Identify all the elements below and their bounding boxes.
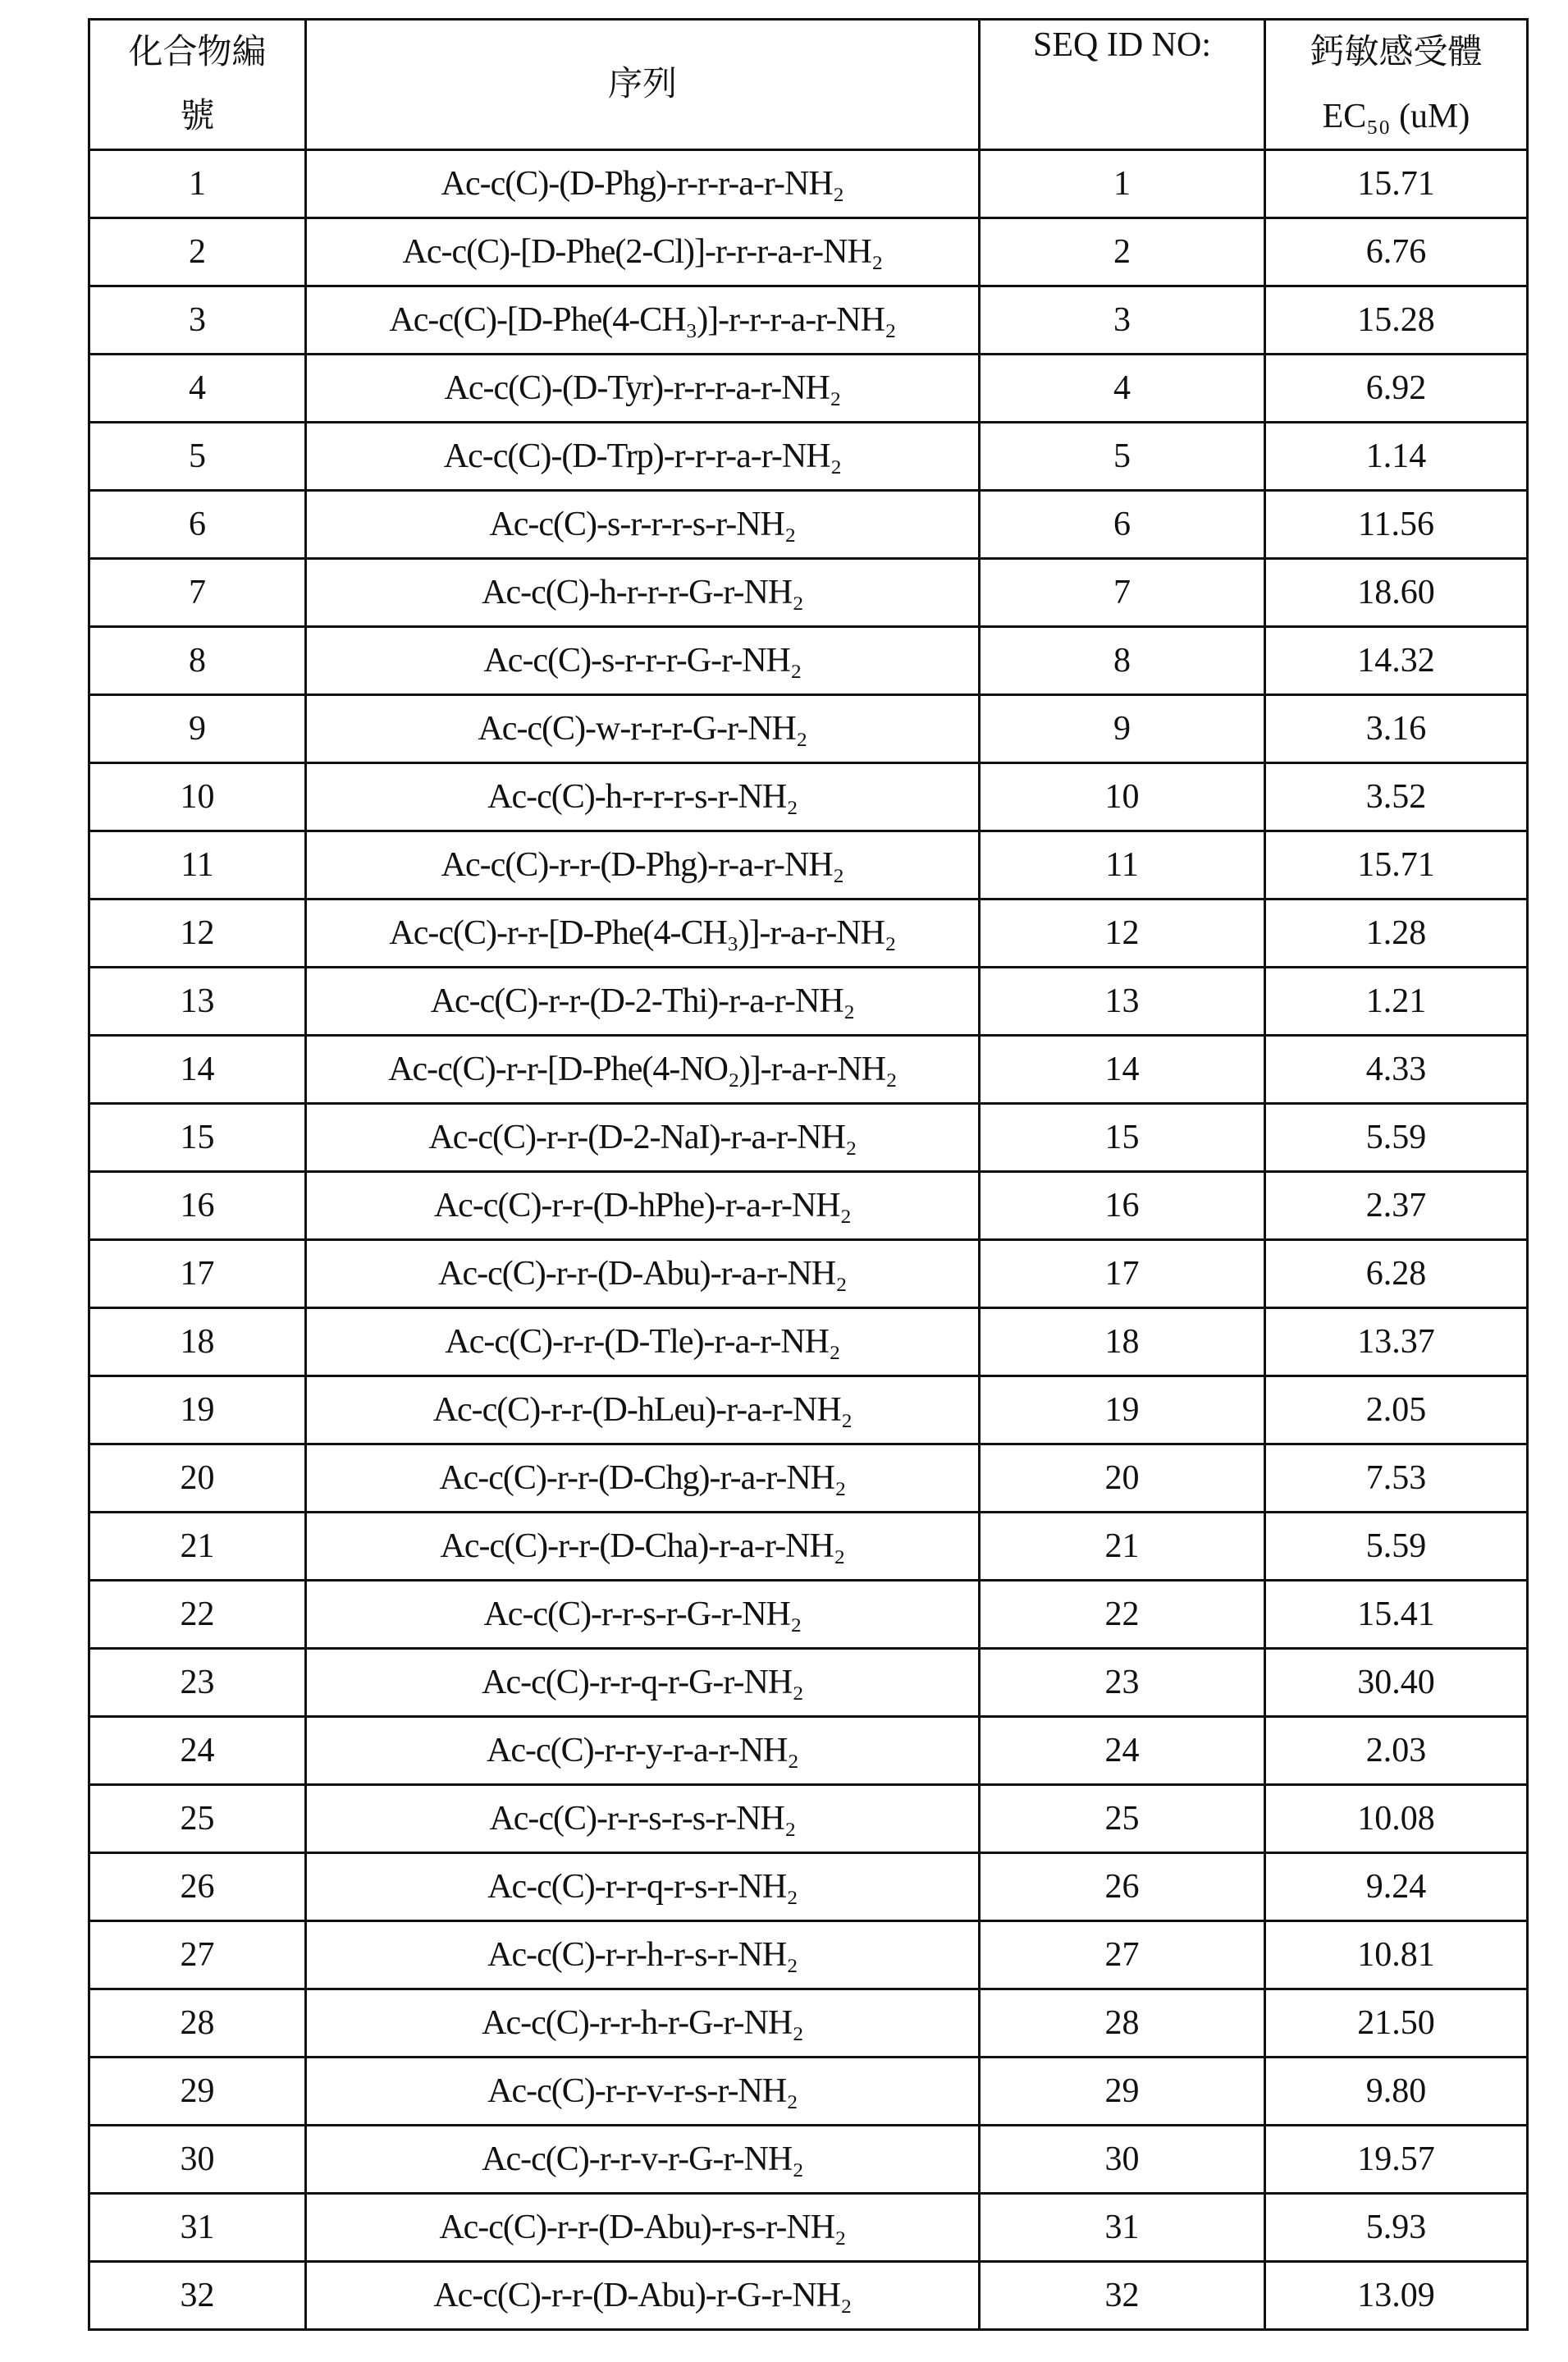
header-compound-no: 化合物編號 bbox=[89, 20, 306, 150]
ec50-cell: 6.28 bbox=[1265, 1240, 1528, 1308]
ec50-cell: 15.41 bbox=[1265, 1581, 1528, 1649]
seq-id-cell: 32 bbox=[980, 2262, 1265, 2330]
seq-id-cell: 10 bbox=[980, 763, 1265, 831]
compound-no-cell: 28 bbox=[89, 1989, 306, 2058]
table-row bbox=[89, 286, 1528, 355]
header-ec50 bbox=[1265, 20, 1528, 150]
ec50-cell: 1.28 bbox=[1265, 899, 1528, 968]
sequence-cell: Ac-c(C)-r-r-v-r-s-r-NH₂ bbox=[306, 2058, 980, 2126]
compound-no-cell: 1 bbox=[89, 150, 306, 218]
seq-id-cell: 16 bbox=[980, 1172, 1265, 1240]
ec50-cell: 5.93 bbox=[1265, 2194, 1528, 2262]
table-row bbox=[89, 1717, 1528, 1785]
table-row bbox=[89, 831, 1528, 899]
sequence-cell: Ac-c(C)-r-r-(D-2-NaI)-r-a-r-NH₂ bbox=[306, 1104, 980, 1172]
ec50-cell: 18.60 bbox=[1265, 559, 1528, 627]
table-row bbox=[89, 2126, 1528, 2194]
compound-no-cell: 11 bbox=[89, 831, 306, 899]
ec50-cell: 10.08 bbox=[1265, 1785, 1528, 1853]
sequence-cell: Ac-c(C)-r-r-(D-hLeu)-r-a-r-NH₂ bbox=[306, 1376, 980, 1444]
seq-id-cell: 25 bbox=[980, 1785, 1265, 1853]
table-row bbox=[89, 2262, 1528, 2330]
sequence-cell: Ac-c(C)-r-r-(D-Abu)-r-a-r-NH₂ bbox=[306, 1240, 980, 1308]
sequence-cell: Ac-c(C)-r-r-s-r-s-r-NH₂ bbox=[306, 1785, 980, 1853]
table-row bbox=[89, 559, 1528, 627]
seq-id-cell: 2 bbox=[980, 218, 1265, 286]
seq-id-cell: 29 bbox=[980, 2058, 1265, 2126]
table-row bbox=[89, 1444, 1528, 1513]
sequence-cell: Ac-c(C)-(D-Tyr)-r-r-r-a-r-NH₂ bbox=[306, 355, 980, 423]
seq-id-cell: 11 bbox=[980, 831, 1265, 899]
compound-no-cell: 8 bbox=[89, 627, 306, 695]
table-row bbox=[89, 423, 1528, 491]
seq-id-cell: 15 bbox=[980, 1104, 1265, 1172]
ec50-cell: 1.21 bbox=[1265, 968, 1528, 1036]
sequence-cell: Ac-c(C)-r-r-y-r-a-r-NH₂ bbox=[306, 1717, 980, 1785]
sequence-cell: Ac-c(C)-h-r-r-r-s-r-NH₂ bbox=[306, 763, 980, 831]
table-row bbox=[89, 1036, 1528, 1104]
table-row bbox=[89, 695, 1528, 763]
ec50-cell: 21.50 bbox=[1265, 1989, 1528, 2058]
compound-no-cell: 14 bbox=[89, 1036, 306, 1104]
seq-id-cell: 3 bbox=[980, 286, 1265, 355]
ec50-cell: 1.14 bbox=[1265, 423, 1528, 491]
compound-no-cell: 7 bbox=[89, 559, 306, 627]
compound-no-cell: 12 bbox=[89, 899, 306, 968]
compound-no-cell: 26 bbox=[89, 1853, 306, 1921]
seq-id-cell: 30 bbox=[980, 2126, 1265, 2194]
compound-no-cell: 21 bbox=[89, 1513, 306, 1581]
seq-id-cell: 5 bbox=[980, 423, 1265, 491]
sequence-cell: Ac-c(C)-r-r-v-r-G-r-NH₂ bbox=[306, 2126, 980, 2194]
table-row bbox=[89, 627, 1528, 695]
ec50-cell: 3.52 bbox=[1265, 763, 1528, 831]
compound-no-cell: 2 bbox=[89, 218, 306, 286]
table-row bbox=[89, 763, 1528, 831]
ec50-cell: 4.33 bbox=[1265, 1036, 1528, 1104]
table-row bbox=[89, 2194, 1528, 2262]
seq-id-cell: 23 bbox=[980, 1649, 1265, 1717]
ec50-cell: 6.76 bbox=[1265, 218, 1528, 286]
sequence-cell: Ac-c(C)-r-r-(D-hPhe)-r-a-r-NH₂ bbox=[306, 1172, 980, 1240]
ec50-cell: 30.40 bbox=[1265, 1649, 1528, 1717]
table-row bbox=[89, 491, 1528, 559]
compound-no-cell: 25 bbox=[89, 1785, 306, 1853]
seq-id-cell: 9 bbox=[980, 695, 1265, 763]
sequence-cell: Ac-c(C)-r-r-(D-2-Thi)-r-a-r-NH₂ bbox=[306, 968, 980, 1036]
seq-id-cell: 22 bbox=[980, 1581, 1265, 1649]
header-ec50-line1: 鈣敏感受體 bbox=[1266, 21, 1526, 85]
compound-no-cell: 17 bbox=[89, 1240, 306, 1308]
sequence-cell: Ac-c(C)-r-r-(D-Cha)-r-a-r-NH₂ bbox=[306, 1513, 980, 1581]
table-row bbox=[89, 1104, 1528, 1172]
compound-no-cell: 13 bbox=[89, 968, 306, 1036]
compound-no-cell: 4 bbox=[89, 355, 306, 423]
sequence-cell: Ac-c(C)-r-r-(D-Chg)-r-a-r-NH₂ bbox=[306, 1444, 980, 1513]
ec50-cell: 7.53 bbox=[1265, 1444, 1528, 1513]
ec50-cell: 5.59 bbox=[1265, 1513, 1528, 1581]
compound-no-cell: 10 bbox=[89, 763, 306, 831]
seq-id-cell: 28 bbox=[980, 1989, 1265, 2058]
compound-table bbox=[88, 18, 1529, 2331]
sequence-cell: Ac-c(C)-r-r-[D-Phe(4-NO₂)]-r-a-r-NH₂ bbox=[306, 1036, 980, 1104]
header-row bbox=[89, 20, 1528, 150]
compound-no-cell: 18 bbox=[89, 1308, 306, 1376]
seq-id-cell: 20 bbox=[980, 1444, 1265, 1513]
sequence-cell: Ac-c(C)-s-r-r-r-s-r-NH₂ bbox=[306, 491, 980, 559]
table-row bbox=[89, 1581, 1528, 1649]
table-row bbox=[89, 1240, 1528, 1308]
ec50-cell: 11.56 bbox=[1265, 491, 1528, 559]
compound-no-cell: 19 bbox=[89, 1376, 306, 1444]
compound-no-cell: 15 bbox=[89, 1104, 306, 1172]
sequence-cell: Ac-c(C)-[D-Phe(4-CH₃)]-r-r-r-a-r-NH₂ bbox=[306, 286, 980, 355]
sequence-cell: Ac-c(C)-r-r-h-r-G-r-NH₂ bbox=[306, 1989, 980, 2058]
ec50-cell: 13.37 bbox=[1265, 1308, 1528, 1376]
table-row bbox=[89, 1921, 1528, 1989]
ec50-cell: 3.16 bbox=[1265, 695, 1528, 763]
table-row bbox=[89, 1172, 1528, 1240]
sequence-cell: Ac-c(C)-r-r-q-r-G-r-NH₂ bbox=[306, 1649, 980, 1717]
compound-no-cell: 30 bbox=[89, 2126, 306, 2194]
ec50-cell: 15.71 bbox=[1265, 831, 1528, 899]
table-row bbox=[89, 1308, 1528, 1376]
sequence-cell: Ac-c(C)-r-r-[D-Phe(4-CH₃)]-r-a-r-NH₂ bbox=[306, 899, 980, 968]
ec50-cell: 9.80 bbox=[1265, 2058, 1528, 2126]
table-row bbox=[89, 1513, 1528, 1581]
seq-id-cell: 12 bbox=[980, 899, 1265, 968]
ec50-cell: 15.71 bbox=[1265, 150, 1528, 218]
table-row bbox=[89, 899, 1528, 968]
compound-no-cell: 3 bbox=[89, 286, 306, 355]
ec50-cell: 19.57 bbox=[1265, 2126, 1528, 2194]
compound-no-cell: 23 bbox=[89, 1649, 306, 1717]
seq-id-cell: 27 bbox=[980, 1921, 1265, 1989]
sequence-cell: Ac-c(C)-r-r-s-r-G-r-NH₂ bbox=[306, 1581, 980, 1649]
seq-id-cell: 19 bbox=[980, 1376, 1265, 1444]
ec50-cell: 5.59 bbox=[1265, 1104, 1528, 1172]
table-row bbox=[89, 2058, 1528, 2126]
sequence-cell: Ac-c(C)-(D-Phg)-r-r-r-a-r-NH₂ bbox=[306, 150, 980, 218]
seq-id-cell: 24 bbox=[980, 1717, 1265, 1785]
sequence-cell: Ac-c(C)-(D-Trp)-r-r-r-a-r-NH₂ bbox=[306, 423, 980, 491]
header-sequence: 序列 bbox=[306, 20, 980, 150]
seq-id-cell: 26 bbox=[980, 1853, 1265, 1921]
compound-no-cell: 22 bbox=[89, 1581, 306, 1649]
table-row bbox=[89, 355, 1528, 423]
table-row bbox=[89, 218, 1528, 286]
compound-no-cell: 9 bbox=[89, 695, 306, 763]
seq-id-cell: 13 bbox=[980, 968, 1265, 1036]
sequence-cell: Ac-c(C)-r-r-(D-Abu)-r-G-r-NH₂ bbox=[306, 2262, 980, 2330]
header-seq-id: SEQ ID NO: bbox=[980, 20, 1265, 150]
ec50-cell: 14.32 bbox=[1265, 627, 1528, 695]
table-row bbox=[89, 1785, 1528, 1853]
sequence-cell: Ac-c(C)-[D-Phe(2-Cl)]-r-r-r-a-r-NH₂ bbox=[306, 218, 980, 286]
sequence-cell: Ac-c(C)-w-r-r-r-G-r-NH₂ bbox=[306, 695, 980, 763]
table-row bbox=[89, 1376, 1528, 1444]
seq-id-cell: 14 bbox=[980, 1036, 1265, 1104]
sequence-cell: Ac-c(C)-r-r-q-r-s-r-NH₂ bbox=[306, 1853, 980, 1921]
seq-id-cell: 7 bbox=[980, 559, 1265, 627]
table-row bbox=[89, 1649, 1528, 1717]
sequence-cell: Ac-c(C)-r-r-(D-Tle)-r-a-r-NH₂ bbox=[306, 1308, 980, 1376]
table-row bbox=[89, 1853, 1528, 1921]
seq-id-cell: 18 bbox=[980, 1308, 1265, 1376]
compound-no-cell: 31 bbox=[89, 2194, 306, 2262]
compound-no-cell: 20 bbox=[89, 1444, 306, 1513]
seq-id-cell: 21 bbox=[980, 1513, 1265, 1581]
ec50-cell: 6.92 bbox=[1265, 355, 1528, 423]
seq-id-cell: 31 bbox=[980, 2194, 1265, 2262]
ec50-cell: 15.28 bbox=[1265, 286, 1528, 355]
ec50-cell: 9.24 bbox=[1265, 1853, 1528, 1921]
sequence-cell: Ac-c(C)-h-r-r-r-G-r-NH₂ bbox=[306, 559, 980, 627]
seq-id-cell: 6 bbox=[980, 491, 1265, 559]
seq-id-cell: 17 bbox=[980, 1240, 1265, 1308]
sequence-cell: Ac-c(C)-r-r-(D-Abu)-r-s-r-NH₂ bbox=[306, 2194, 980, 2262]
seq-id-cell: 4 bbox=[980, 355, 1265, 423]
compound-no-cell: 5 bbox=[89, 423, 306, 491]
table-row bbox=[89, 1989, 1528, 2058]
ec50-cell: 2.03 bbox=[1265, 1717, 1528, 1785]
compound-no-cell: 27 bbox=[89, 1921, 306, 1989]
compound-no-cell: 6 bbox=[89, 491, 306, 559]
header-ec50-line2: EC₅₀ (uM) bbox=[1266, 85, 1526, 149]
table-row bbox=[89, 150, 1528, 218]
sequence-cell: Ac-c(C)-r-r-(D-Phg)-r-a-r-NH₂ bbox=[306, 831, 980, 899]
compound-no-cell: 24 bbox=[89, 1717, 306, 1785]
ec50-cell: 2.05 bbox=[1265, 1376, 1528, 1444]
compound-no-cell: 16 bbox=[89, 1172, 306, 1240]
table-body bbox=[89, 150, 1528, 2330]
sequence-cell: Ac-c(C)-r-r-h-r-s-r-NH₂ bbox=[306, 1921, 980, 1989]
sequence-cell: Ac-c(C)-s-r-r-r-G-r-NH₂ bbox=[306, 627, 980, 695]
seq-id-cell: 1 bbox=[980, 150, 1265, 218]
compound-no-cell: 29 bbox=[89, 2058, 306, 2126]
table-row bbox=[89, 968, 1528, 1036]
seq-id-cell: 8 bbox=[980, 627, 1265, 695]
ec50-cell: 10.81 bbox=[1265, 1921, 1528, 1989]
ec50-cell: 2.37 bbox=[1265, 1172, 1528, 1240]
compound-no-cell: 32 bbox=[89, 2262, 306, 2330]
ec50-cell: 13.09 bbox=[1265, 2262, 1528, 2330]
